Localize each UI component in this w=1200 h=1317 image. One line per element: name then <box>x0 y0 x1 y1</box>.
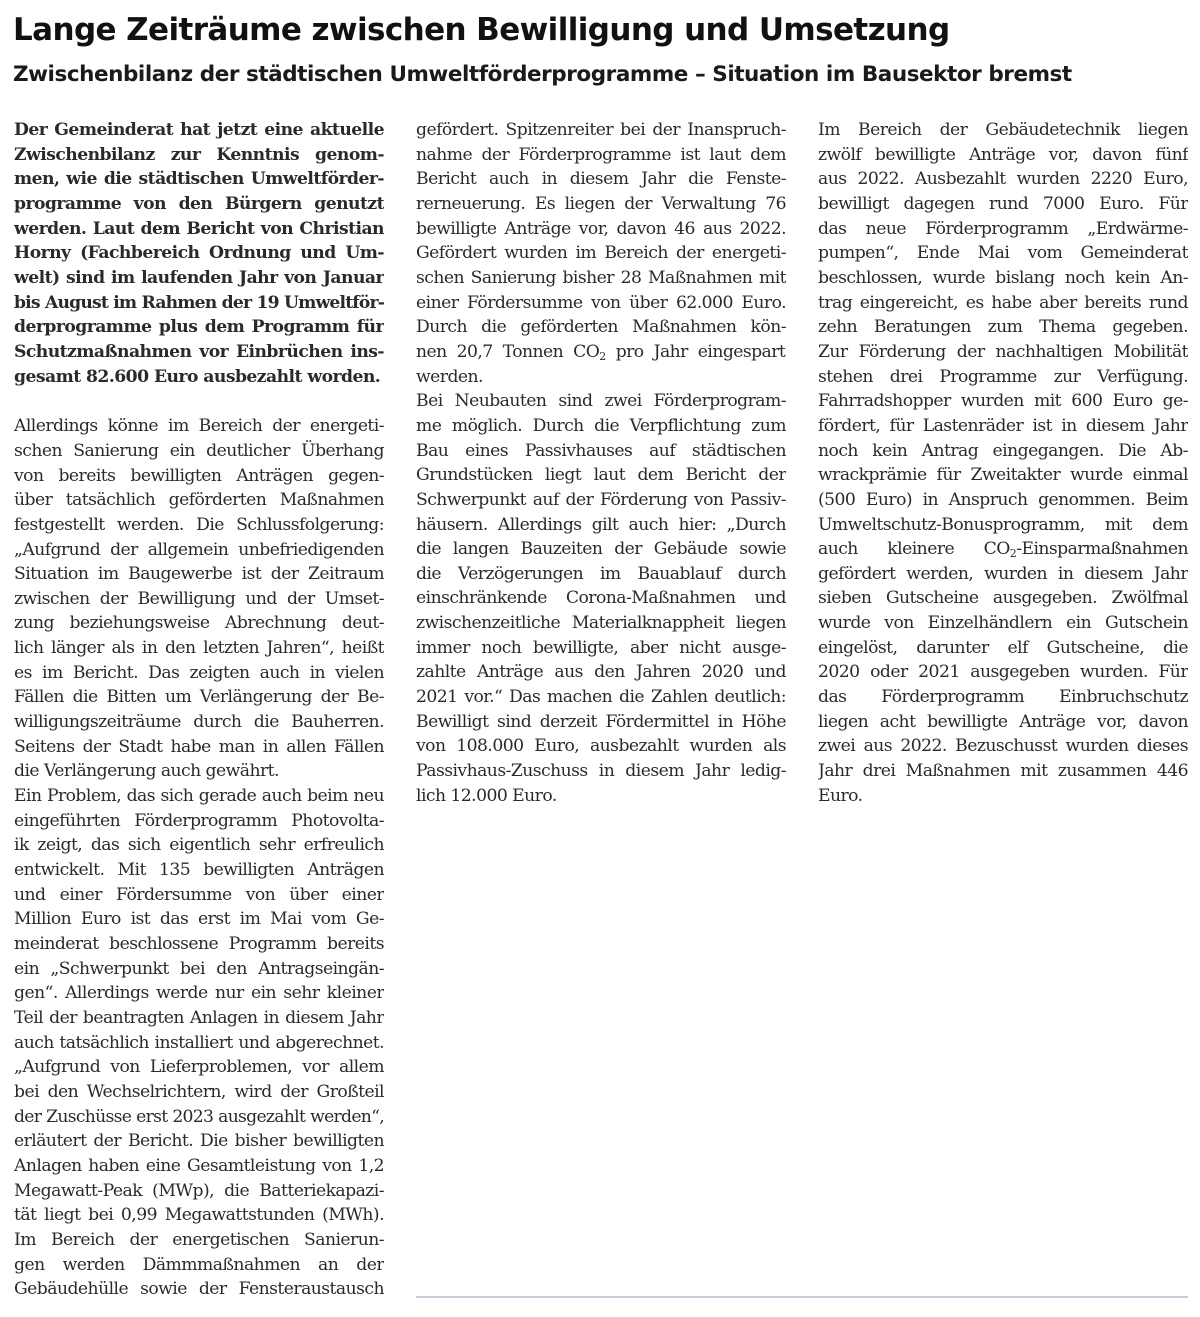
article-column-2 <box>416 118 786 808</box>
text-line: Zwischenbilanz zur Kenntnis genom- <box>14 144 384 165</box>
text-line-co2 <box>818 537 1188 562</box>
headline: Lange Zeiträume zwischen Bewilligung und Umsetzung <box>13 12 950 48</box>
text-line: gen werden Dämmmaßnahmen an der <box>14 1254 384 1275</box>
text-line: immer noch bewilligte, aber nicht ausge- <box>416 637 786 658</box>
text-line: „Aufgrund der allgemein unbefriedigenden <box>14 539 384 560</box>
text-line: die Verzögerungen im Bauablauf durch <box>416 563 786 584</box>
co2-subscript: 2 <box>1009 547 1017 561</box>
text-line: festgestellt werden. Die Schlussfolgerung: <box>14 514 384 535</box>
text-line: über tatsächlich geförderten Maßnahmen <box>14 490 384 511</box>
text-line: Bau eines Passivhauses auf städtischen <box>416 440 786 461</box>
text-line: Allerdings könne im Bereich der energeti- <box>14 416 384 437</box>
text-line: tät liegt bei 0,99 Megawattstunden (MWh). <box>14 1205 384 1226</box>
text-line: eingelöst, darunter elf Gutscheine, die <box>818 637 1188 658</box>
text-line: ik zeigt, das sich eigentlich sehr erfreulich <box>14 835 384 856</box>
text-line: Megawatt-Peak (MWp), die Batteriekapazi- <box>14 1180 384 1201</box>
co2-tail: pro Jahr eingespart <box>605 341 786 362</box>
text-line: sieben Gutscheine ausgegeben. Zwölfmal <box>818 588 1188 609</box>
text-line: gefördert werden, wurden in diesem Jahr <box>818 563 1188 584</box>
text-line: (500 Euro) in Anspruch genommen. Beim <box>818 489 1188 510</box>
text-line: Euro. <box>818 785 863 806</box>
text-line: eingeführten Förderprogramm Photovolta- <box>14 810 384 831</box>
text-line: Anlagen haben eine Gesamtleistung von 1,2 <box>14 1155 384 1176</box>
text-line: bei den Wechselrichtern, wird der Großteil <box>14 1081 384 1102</box>
text-line: entwickelt. Mit 135 bewilligten Anträgen <box>14 860 384 881</box>
body-text <box>14 414 384 1302</box>
text-line: Zur Förderung der nachhaltigen Mobilität <box>818 341 1188 362</box>
text-line: von bereits bewilligten Anträgen gegen- <box>14 465 384 486</box>
text-line: Situation im Baugewerbe ist der Zeitraum <box>14 564 384 585</box>
text-line: fördert, für Lastenräder ist in diesem Jahr <box>818 415 1188 436</box>
text-line: Jahr drei Maßnahmen mit zusammen 446 <box>818 761 1188 782</box>
text-line: aus 2022. Ausbezahlt wurden 2220 Euro, <box>818 169 1188 190</box>
text-line: schen Sanierung ein deutlicher Überhang <box>14 440 384 461</box>
text-line: me möglich. Durch die Verpflichtung zum <box>416 415 786 436</box>
text-line: einschränkende Corona-Maßnahmen und <box>416 588 786 609</box>
text-line: werden. Laut dem Bericht von Christian <box>14 218 384 239</box>
text-line: welt) sind im laufenden Jahr von Januar <box>14 267 384 288</box>
text-line: Bewilligt sind derzeit Fördermittel in Höhe <box>416 711 786 732</box>
text-line: Bericht auch in diesem Jahr die Fenste- <box>416 169 786 190</box>
text-line: Durch die geförderten Maßnahmen kön- <box>416 317 786 338</box>
text-line: bewilligte Anträge vor, davon 46 aus 2022. <box>416 218 786 239</box>
text-line: rerneuerung. Es liegen der Verwaltung 76 <box>416 193 786 214</box>
text-line: wrackprämie für Zweitakter wurde einmal <box>818 465 1188 486</box>
text-line: Schutzmaßnahmen vor Einbrüchen ins- <box>14 341 384 362</box>
text-line: noch kein Antrag eingegangen. Die Ab- <box>818 440 1188 461</box>
text-line: stehen drei Programme zur Verfügung. <box>818 366 1188 387</box>
text-line: von 108.000 Euro, ausbezahlt wurden als <box>416 736 786 757</box>
text-line: Der Gemeinderat hat jetzt eine aktuelle <box>14 120 384 140</box>
text-line: lich 12.000 Euro. <box>416 785 557 806</box>
text-line: wurde von Einzelhändlern ein Gutschein <box>818 613 1188 634</box>
text-line: pumpen“, Ende Mai vom Gemeinderat <box>818 243 1188 264</box>
co2-subscript: 2 <box>599 349 606 363</box>
text-line: Schwerpunkt auf der Förderung von Passiv- <box>416 489 786 510</box>
text-line: derprogramme plus dem Programm für <box>14 317 384 338</box>
text-line: meinderat beschlossene Programm bereits <box>14 934 384 954</box>
text-line: erläutert der Bericht. Die bisher bewilligten <box>14 1131 384 1152</box>
text-line: das neue Förderprogramm „Erdwärme- <box>818 218 1188 239</box>
text-line: beschlossen, wurde bislang noch kein An- <box>818 267 1188 288</box>
text-line: gefördert. Spitzenreiter bei der Inanspruch- <box>416 120 786 140</box>
text-line: zwischenzeitliche Materialknappheit liegen <box>416 613 786 634</box>
text-line: lich länger als in den letzten Jahren“, heißt <box>14 638 384 659</box>
text-line: Horny (Fachbereich Ordnung und Um- <box>14 243 384 264</box>
text-line: bewilligt dagegen rund 7000 Euro. Für <box>818 193 1188 214</box>
text-line: Ein Problem, das sich gerade auch beim neu <box>14 786 384 807</box>
text-line: zung beziehungsweise Abrechnung deut- <box>14 613 384 634</box>
text-line: Fällen die Bitten um Verlängerung der Be- <box>14 687 384 708</box>
text-line: die Verlängerung auch gewährt. <box>14 761 279 782</box>
text-line: Im Bereich der energetischen Sanierun- <box>14 1229 384 1250</box>
text-line: zwischen der Bewilligung und der Umset- <box>14 588 384 609</box>
text-line: Million Euro ist das erst im Mai vom Ge- <box>14 909 384 930</box>
text-line: Bei Neubauten sind zwei Förderprogram- <box>416 391 786 412</box>
text-line: zwei aus 2022. Bezuschusst wurden dieses <box>818 736 1188 757</box>
text-line: das Förderprogramm Einbruchschutz <box>818 687 1188 708</box>
text-line: zahlte Anträge aus den Jahren 2020 und <box>416 662 786 683</box>
text-line: Passivhaus-Zuschuss in diesem Jahr ledig- <box>416 761 786 782</box>
text-line: nahme der Förderprogramme ist laut dem <box>416 144 786 165</box>
text-line: auch tatsächlich installiert und abgerechnet. <box>14 1032 384 1053</box>
text-line: zwölf bewilligte Anträge vor, davon fünf <box>818 144 1188 165</box>
text-line: die langen Bauzeiten der Gebäude sowie <box>416 539 786 560</box>
text-line: ein „Schwerpunkt bei den Antragseingän- <box>14 958 384 979</box>
divider-line <box>416 1296 1188 1298</box>
text-line: 2021 vor.“ Das machen die Zahlen deutlich: <box>416 687 786 708</box>
text-line: Gefördert wurden im Bereich der energeti- <box>416 243 786 264</box>
text-line: Seitens der Stadt habe man in allen Fällen <box>14 736 384 757</box>
text-line: und einer Fördersumme von über einer <box>14 884 384 905</box>
text-line: werden. <box>416 366 483 387</box>
text-line: Im Bereich der Gebäudetechnik liegen <box>818 120 1188 140</box>
article-column-1 <box>14 118 384 1302</box>
text-line: men, wie die städtischen Umweltförder- <box>14 169 384 190</box>
text-line: liegen acht bewilligte Anträge vor, davon <box>818 711 1188 732</box>
text-line: schen Sanierung bisher 28 Maßnahmen mit <box>416 267 786 288</box>
text-line: zehn Beratungen zum Thema gegeben. <box>818 317 1188 338</box>
text-line: bis August im Rahmen der 19 Umweltför- <box>14 292 384 313</box>
paragraph-gap <box>14 389 384 414</box>
text-line: „Aufgrund von Lieferproblemen, vor allem <box>14 1057 384 1078</box>
text-line: gen“. Allerdings werde nur ein sehr kleiner <box>14 983 384 1004</box>
text-line: Grundstücken liegt laut dem Bericht der <box>416 465 786 486</box>
co2-text: nen 20,7 Tonnen CO <box>416 341 600 362</box>
text-line: einer Fördersumme von über 62.000 Euro. <box>416 292 786 313</box>
text-line: Fahrradshopper wurden mit 600 Euro ge- <box>818 391 1188 412</box>
co2-text: auch kleinere CO <box>818 539 1010 560</box>
text-line: Umweltschutz-Bonusprogramm, mit dem <box>818 514 1188 535</box>
text-line: Gebäudehülle sowie der Fensteraustausch <box>14 1279 384 1300</box>
text-line: willigungszeiträume durch die Bauherren. <box>14 712 384 733</box>
text-line: trag eingereicht, es habe aber bereits rund <box>818 292 1188 313</box>
lead-paragraph <box>14 118 384 389</box>
text-line: der Zuschüsse erst 2023 ausgezahlt werden“, <box>14 1106 384 1127</box>
text-line: gesamt 82.600 Euro ausbezahlt worden. <box>14 366 381 387</box>
text-line: häusern. Allerdings gilt auch hier: „Durch <box>416 514 786 535</box>
text-line-co2 <box>416 340 786 365</box>
text-line: es im Bericht. Das zeigten auch in vielen <box>14 662 384 683</box>
text-line: 2020 oder 2021 ausgegeben wurden. Für <box>818 662 1188 683</box>
article-column-3 <box>818 118 1188 808</box>
subheadline: Zwischenbilanz der städtischen Umweltförderprogramme – Situation im Bausektor bremst <box>13 62 1072 87</box>
text-line: programme von den Bürgern genutzt <box>14 193 384 214</box>
co2-tail: -Einsparmaßnahmen <box>1016 539 1188 560</box>
text-line: Teil der beantragten Anlagen in diesem Jahr <box>14 1007 384 1028</box>
